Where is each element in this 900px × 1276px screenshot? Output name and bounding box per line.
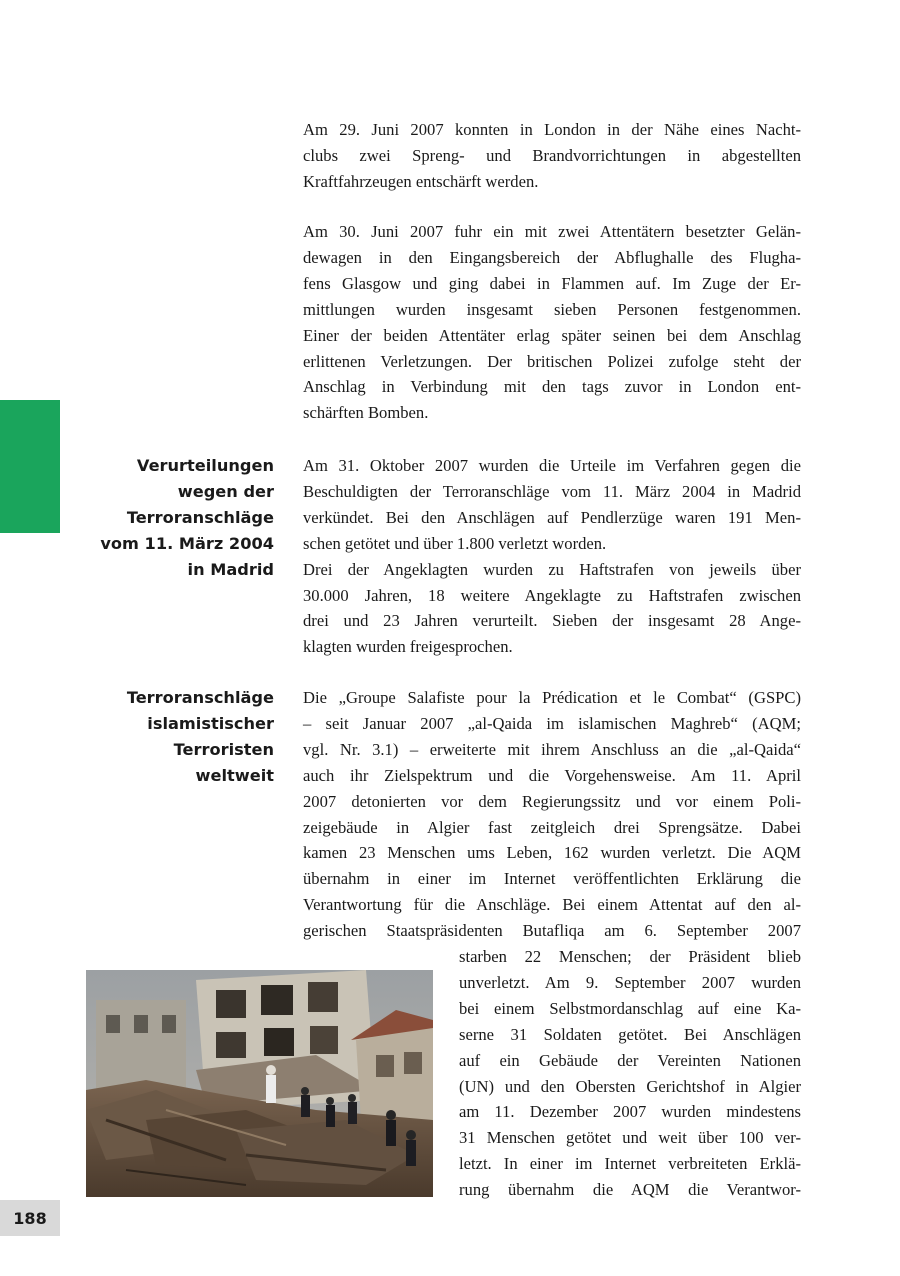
- chapter-tab-marker: [0, 400, 60, 533]
- text-line: Kraftfahrzeugen entschärft werden.: [303, 171, 539, 191]
- side-heading-line: Terroranschläge: [126, 688, 274, 707]
- collapsed-building-photo: [86, 970, 433, 1197]
- paragraph-glasgow-attack: [303, 219, 801, 426]
- text-line: klagten wurden freigesprochen.: [303, 637, 513, 657]
- text-line: übernahm in einer im Internet veröffentlichten Erklärung die: [303, 869, 801, 889]
- text-line: mittlungen wurden insgesamt sieben Personen festgenommen.: [303, 299, 801, 319]
- text-line: Beschuldigten der Terroranschläge vom 11. März 2004 in Madrid: [303, 481, 801, 501]
- side-heading-line: wegen der: [177, 481, 274, 501]
- text-line: unverletzt. Am 9. September 2007 wurden: [459, 972, 801, 992]
- text-line: auch ihr Zielspektrum und die Vorgehensweise. Am 11. April: [303, 765, 801, 785]
- side-heading-line: in Madrid: [187, 559, 274, 579]
- text-line: auf ein Gebäude der Vereinten Nationen: [459, 1050, 801, 1070]
- paragraph-aqm-attacks: [303, 685, 801, 944]
- text-line: letzt. In einer im Internet verbreiteten Erklä-: [459, 1154, 801, 1174]
- text-line: rung übernahm die AQM die Verantwor-: [459, 1180, 801, 1200]
- text-line: schen getötet und über 1.800 verletzt worden.: [303, 533, 607, 553]
- side-heading-line: vom 11. März 2004: [100, 533, 274, 553]
- text-line: Drei der Angeklagten wurden zu Haftstrafen von jeweils über: [303, 559, 801, 579]
- side-heading-worldwide-attacks: [127, 685, 274, 789]
- text-line: schärften Bomben.: [303, 403, 429, 423]
- text-line: starben 22 Menschen; der Präsident blieb: [459, 947, 801, 966]
- text-line: serne 31 Soldaten getötet. Bei Anschlägen: [459, 1024, 801, 1044]
- text-line: verkündet. Bei den Anschlägen auf Pendlerzüge waren 191 Men-: [303, 507, 801, 527]
- text-line: Anschlag in Verbindung mit den tags zuvor in London ent-: [303, 377, 801, 397]
- side-heading-line: islamistischer: [147, 713, 274, 733]
- side-heading-line: Terroristen: [173, 739, 274, 759]
- text-line: Am 30. Juni 2007 fuhr ein mit zwei Attentätern besetzter Gelän-: [303, 222, 801, 241]
- side-heading-madrid-verdicts: [100, 453, 274, 583]
- text-line: – seit Januar 2007 „al-Qaida im islamischen Maghreb“ (AQM;: [303, 713, 801, 733]
- text-line: (UN) und den Obersten Gerichtshof in Algier: [459, 1076, 801, 1096]
- text-line: 30.000 Jahren, 18 weitere Angeklagte zu Haftstrafen zwischen: [303, 585, 801, 605]
- paragraph-aqm-attacks-continued: [459, 944, 801, 1203]
- text-line: 31 Menschen getötet und weit über 100 ver-: [459, 1128, 801, 1148]
- text-line: erlittenen Verletzungen. Der britischen Polizei zufolge steht der: [303, 351, 801, 371]
- text-line: Verantwortung für die Anschläge. Bei einem Attentat auf den al-: [303, 895, 801, 915]
- text-line: gerischen Staatspräsidenten Butafliqa am 6. September 2007: [303, 921, 801, 941]
- text-line: clubs zwei Spreng- und Brandvorrichtungen in abgestellten: [303, 145, 801, 165]
- text-line: Einer der beiden Attentäter erlag später seinen bei dem Anschlag: [303, 325, 801, 345]
- side-heading-line: Verurteilungen: [136, 456, 274, 475]
- text-line: dewagen in den Eingangsbereich der Abflughalle des Flugha-: [303, 247, 801, 267]
- side-heading-line: weltweit: [195, 765, 274, 785]
- text-line: fens Glasgow und ging dabei in Flammen auf. Im Zuge der Er-: [303, 273, 801, 293]
- text-line: Am 31. Oktober 2007 wurden die Urteile im Verfahren gegen die: [303, 456, 801, 475]
- page-number: [0, 1200, 60, 1236]
- text-line: zeigebäude in Algier fast zeitgleich drei Sprengsätze. Dabei: [303, 817, 801, 837]
- page-number-text: 188: [13, 1208, 47, 1228]
- text-line: am 11. Dezember 2007 wurden mindestens: [459, 1102, 801, 1122]
- text-line: bei einem Selbstmordanschlag auf eine Ka-: [459, 998, 801, 1018]
- text-line: 2007 detonierten vor dem Regierungssitz und vor einem Poli-: [303, 791, 801, 811]
- text-line: Am 29. Juni 2007 konnten in London in der Nähe eines Nacht-: [303, 120, 801, 139]
- paragraph-madrid-verdicts: [303, 453, 801, 660]
- side-heading-line: Terroranschläge: [126, 507, 274, 527]
- text-line: kamen 23 Menschen ums Leben, 162 wurden verletzt. Die AQM: [303, 843, 801, 863]
- text-line: Die „Groupe Salafiste pour la Prédication et le Combat“ (GSPC): [303, 688, 801, 707]
- text-line: drei und 23 Jahren verurteilt. Sieben der insgesamt 28 Ange-: [303, 611, 801, 631]
- text-line: vgl. Nr. 3.1) – erweiterte mit ihrem Anschluss an die „al-Qaida“: [303, 739, 801, 759]
- paragraph-london-devices: [303, 117, 801, 195]
